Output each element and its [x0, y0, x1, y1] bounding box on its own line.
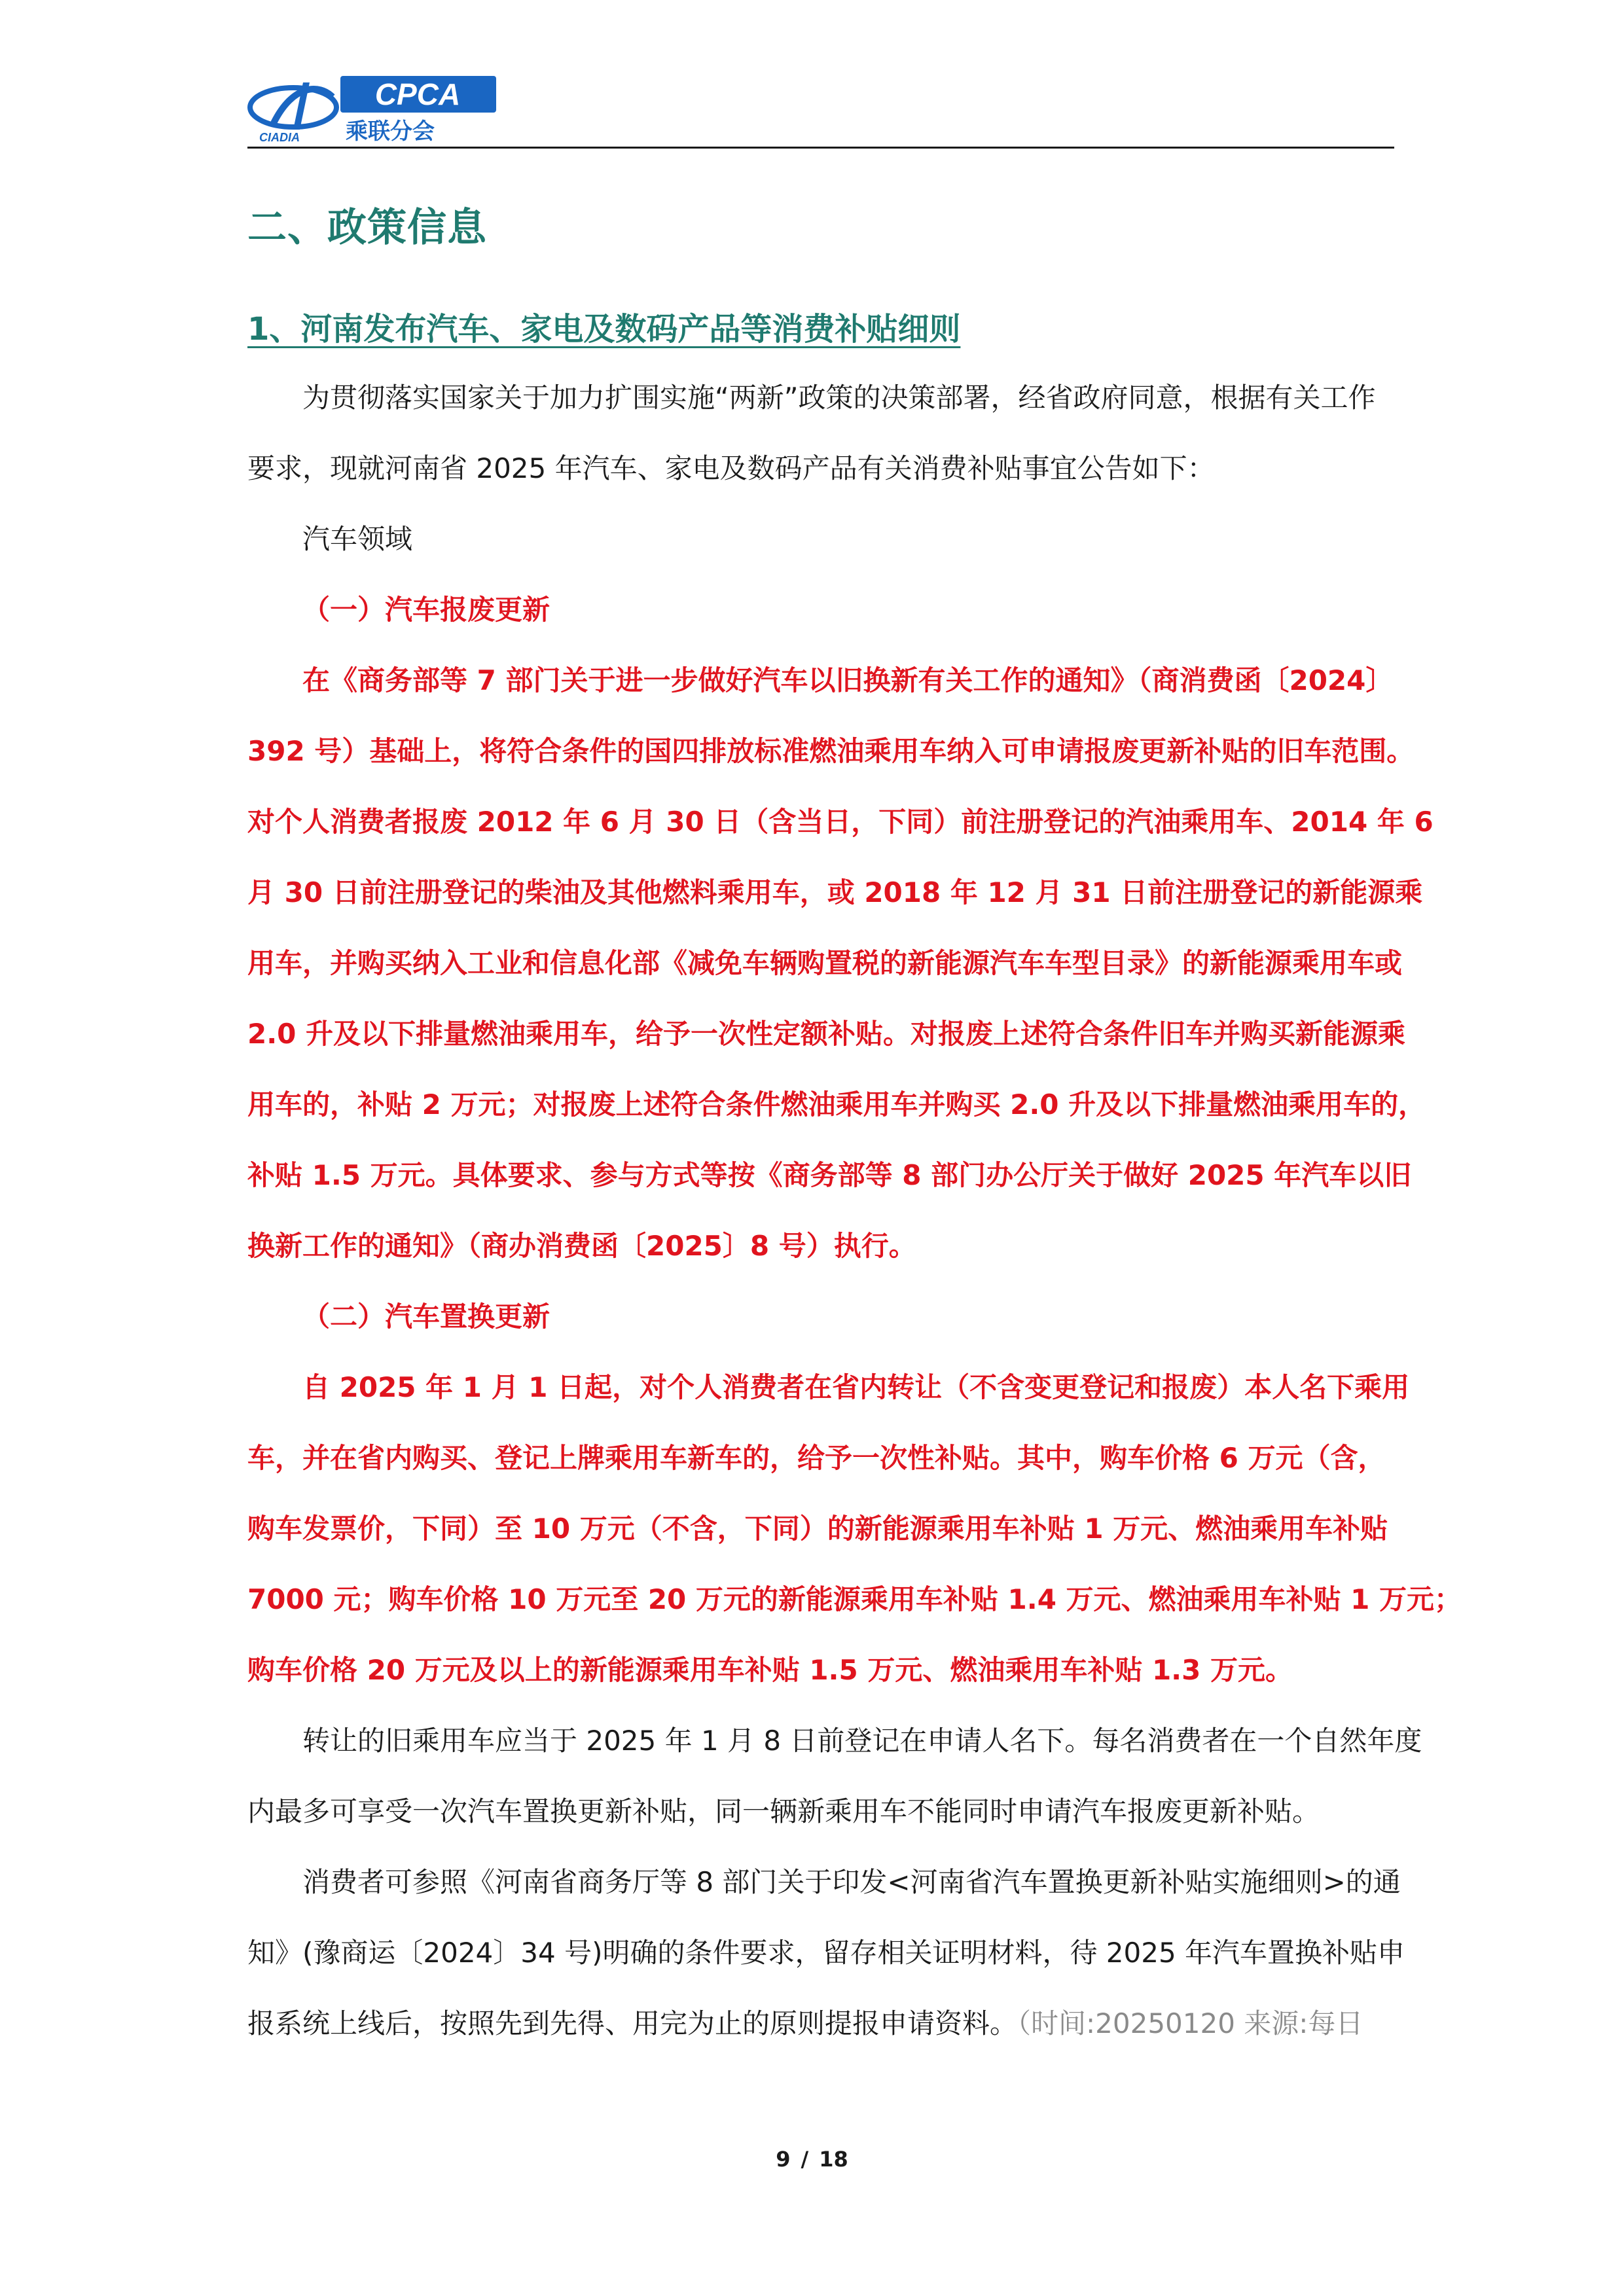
paragraph-text: 报系统上线后，按照先到先得、用完为止的原则提报申请资料。 — [247, 2007, 1018, 2039]
paragraph-line: 7000 元；购车价格 10 万元至 20 万元的新能源乘用车补贴 1.4 万元、燃油乘用车补贴 1 万元； — [247, 1583, 1462, 1615]
paragraph-line — [247, 2005, 1363, 2042]
logo-text-cn: 乘联分会 — [346, 118, 435, 144]
paragraph-line: 在《商务部等 7 部门关于进一步做好汽车以旧换新有关工作的通知》（商消费函〔2024〕 — [302, 664, 1394, 696]
article-title: 1、河南发布汽车、家电及数码产品等消费补贴细则 — [247, 311, 961, 348]
source-note: （时间:20250120 来源:每日 — [1017, 2007, 1363, 2039]
paragraph-line: 换新工作的通知》（商办消费函〔2025〕8 号）执行。 — [247, 1230, 916, 1262]
paragraph-line: 车，并在省内购买、登记上牌乘用车新车的，给予一次性补贴。其中，购车价格 6 万元（含， — [247, 1442, 1386, 1474]
paragraph-line: 要求，现就河南省 2025 年汽车、家电及数码产品有关消费补贴事宜公告如下： — [247, 452, 1215, 484]
paragraph-line: 自 2025 年 1 月 1 日起，对个人消费者在省内转让（不含变更登记和报废）本人名下乘用 — [302, 1371, 1410, 1403]
page-separator: / — [801, 2147, 809, 2172]
paragraph-line: 购车发票价，下同）至 10 万元（不含，下同）的新能源乘用车补贴 1 万元、燃油乘用车补贴 — [247, 1513, 1388, 1545]
section-title: 二、政策信息 — [247, 205, 487, 251]
total-pages: 18 — [819, 2147, 848, 2172]
paragraph-line: 用车，并购买纳入工业和信息化部《减免车辆购置税的新能源汽车车型目录》的新能源乘用车或 — [247, 947, 1403, 979]
paragraph-line: 月 30 日前注册登记的柴油及其他燃料乘用车，或 2018 年 12 月 31 日前注册登记的新能源乘 — [247, 876, 1423, 908]
subheading: （一）汽车报废更新 — [302, 594, 550, 626]
paragraph-line: 2.0 升及以下排量燃油乘用车，给予一次性定额补贴。对报废上述符合条件旧车并购买新能源乘 — [247, 1018, 1406, 1050]
subheading: （二）汽车置换更新 — [302, 1300, 550, 1333]
field-label: 汽车领域 — [302, 523, 413, 555]
paragraph-line: 购车价格 20 万元及以上的新能源乘用车补贴 1.5 万元、燃油乘用车补贴 1.3 万元。 — [247, 1654, 1293, 1686]
paragraph-line: 消费者可参照《河南省商务厅等 8 部门关于印发<河南省汽车置换更新补贴实施细则>的通 — [302, 1866, 1401, 1898]
paragraph-line: 对个人消费者报废 2012 年 6 月 30 日（含当日，下同）前注册登记的汽油乘用车、2014 年 6 — [247, 806, 1434, 838]
header-divider — [247, 147, 1394, 149]
paragraph-line: 392 号）基础上，将符合条件的国四排放标准燃油乘用车纳入可申请报废更新补贴的旧车范围。 — [247, 735, 1415, 767]
logo-text-small: CIADIA — [259, 131, 300, 144]
paragraph-line: 知》(豫商运〔2024〕34 号)明确的条件要求，留存相关证明材料，待 2025 年汽车置换补贴申 — [247, 1937, 1405, 1969]
paragraph-line: 用车的，补贴 2 万元；对报废上述符合条件燃油乘用车并购买 2.0 升及以下排量燃油乘用车的， — [247, 1088, 1426, 1121]
page-number — [0, 2147, 1624, 2172]
paragraph-line: 为贯彻落实国家关于加力扩围实施“两新”政策的决策部署，经省政府同意，根据有关工作 — [302, 382, 1376, 414]
logo-text-en: CPCA — [374, 77, 461, 111]
paragraph-line: 转让的旧乘用车应当于 2025 年 1 月 8 日前登记在申请人名下。每名消费者在一个自然年度 — [302, 1725, 1422, 1757]
current-page: 9 — [776, 2147, 791, 2172]
paragraph-line: 内最多可享受一次汽车置换更新补贴，同一辆新乘用车不能同时申请汽车报废更新补贴。 — [247, 1795, 1320, 1827]
cpca-logo — [247, 71, 509, 144]
paragraph-line: 补贴 1.5 万元。具体要求、参与方式等按《商务部等 8 部门办公厅关于做好 2025 年汽车以旧 — [247, 1159, 1412, 1191]
page-header — [247, 71, 1394, 147]
